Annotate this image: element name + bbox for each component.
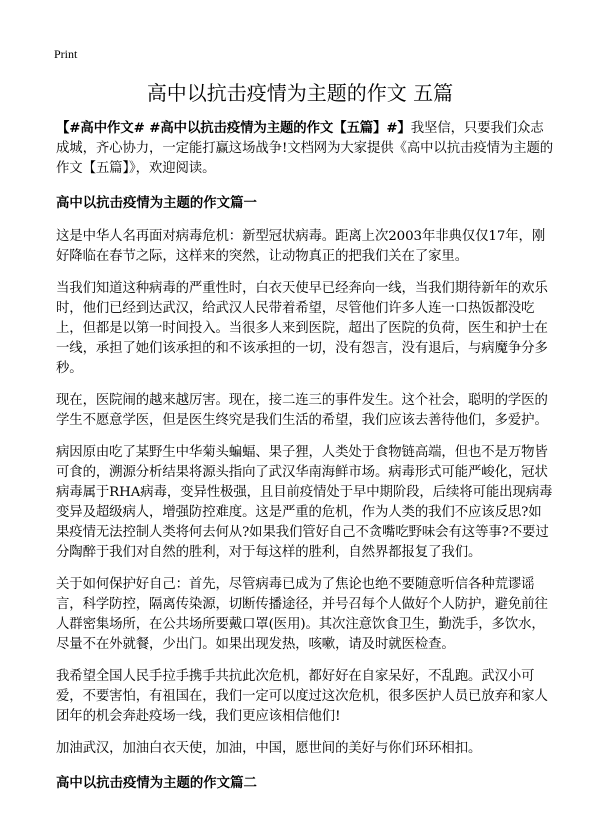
paragraph-6: 我希望全国人民手拉手携手共抗此次危机，都好好在自家呆好，不乱跑。武汉小可爱，不要害怕，有祖国在，我们一定可以度过这次危机，很多医护人员已放弃和家人团年的机会奔赴疫场一线，我们更应该相信他们! xyxy=(56,669,548,724)
paragraph-4: 病因原由吃了某野生中华菊头蝙蝠、果子狸，人类处于食物链高端，但也不是万物皆可食的，溯源分析结果将源头指向了武汉华南海鲜市场。病毒形式可能严峻化，冠状病毒属于RHA病毒，变异性极强，且目前疫情处于早中期阶段，后续将可能出现病毒变异及超级病人，增强防控难度。这是严重的危机，作为人类的我们不应该反思?如果疫情无法控制人类将何去何从?如果我们管好自己不贪嘴吃野味会有这等事?不要过分陶醉于我们对自然的胜利，对于每这样的胜利，自然界都报复了我们。 xyxy=(56,445,553,560)
intro-paragraph xyxy=(56,118,554,179)
section-heading-2: 高中以抗击疫情为主题的作文篇二 xyxy=(56,775,257,791)
intro-text: 我坚信，只要我们众志成城，齐心协力，一定能打赢这场战争!文档网为大家提供《高中以抗击疫情为主题的作文【五篇】》，欢迎阅读。 xyxy=(56,121,554,176)
intro-bold-text: 【#高中作文# #高中以抗击疫情为主题的作文【五篇】#】 xyxy=(56,120,411,136)
document-title: 高中以抗击疫情为主题的作文 五篇 xyxy=(146,81,454,105)
article-body xyxy=(56,118,554,807)
paragraph-3: 现在，医院闹的越来越厉害。现在，接二连三的事件发生。这个社会，聪明的学医的学生不愿意学医，但是医生终究是我们生活的希望，我们应该去善待他们，多爱护。 xyxy=(56,393,548,428)
paragraph-1: 这是中华人名再面对病毒危机：新型冠状病毒。距离上次2003年非典仅仅17年，刚好降临在春节之际，这样来的突然，让动物真正的把我们关在了家里。 xyxy=(56,229,546,264)
paragraph-5: 关于如何保护好自己：首先，尽管病毒已成为了焦论也绝不要随意听信各种荒谬谣言，科学防控，隔离传染源，切断传播途径，并号召每个人做好个人防护，避免前往人群密集场所，在公共场所要戴口罩(医用)。其次注意饮食卫生，勤洗手，多饮水，尽量不在外就餐，少出门。如果出现发热，咳嗽，请及时就医检查。 xyxy=(56,577,548,652)
print-link[interactable]: Print xyxy=(54,47,78,61)
section-heading-1: 高中以抗击疫情为主题的作文篇一 xyxy=(56,195,257,211)
paragraph-7: 加油武汉，加油白衣天使，加油，中国，愿世间的美好与你们环环相扣。 xyxy=(56,741,482,756)
paragraph-2: 当我们知道这种病毒的严重性时，白衣天使早已经奔向一线，当我们期待新年的欢乐时，他们已经到达武汉，给武汉人民带着希望，尽管他们许多人连一口热饭都没吃上，但都是以第一时间投入。当很多人来到医院，超出了医院的负荷，医生和护士在一线，承担了她们该承担的和不该承担的一切，没有怨言，没有退后，与病魔争分多秒。 xyxy=(56,281,548,376)
